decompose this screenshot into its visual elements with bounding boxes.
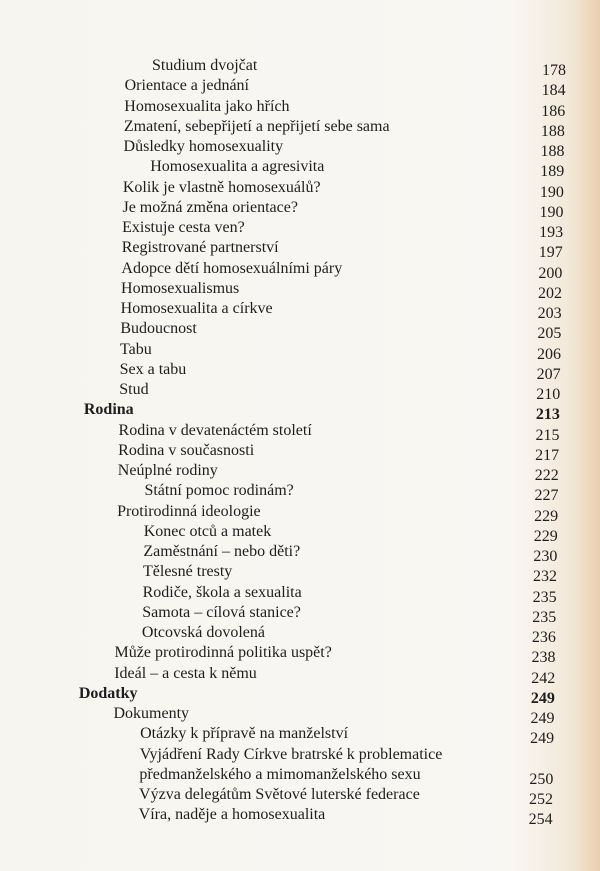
toc-page-number: 210	[536, 386, 561, 403]
toc-entry-title: Neúplné rodiny	[117, 462, 218, 479]
toc-entry-title: Budoucnost	[120, 320, 197, 338]
toc-entry-title: Tabu	[119, 340, 152, 358]
toc-entry-title: Existuje cesta ven?	[122, 219, 245, 236]
toc-entry-title: Samota – cílová stanice?	[142, 603, 301, 621]
toc-page-number: 206	[536, 345, 561, 363]
toc-page-number: 254	[528, 811, 553, 829]
toc-page-number: 249	[530, 710, 555, 727]
toc-page-number: 252	[529, 791, 554, 808]
toc-entry-title: Kolik je vlastně homosexuálů?	[122, 178, 321, 196]
toc-page-number: 249	[530, 730, 555, 748]
toc-entry-title: Homosexualita a agresivita	[150, 158, 325, 176]
toc-entry-title: Registrované partnerství	[121, 239, 279, 257]
toc-entry-title: Ideál – a cesta k němu	[114, 664, 257, 682]
toc-entry-title: Je možná změna orientace?	[122, 198, 298, 216]
toc-entry-title: Otcovská dovolená	[141, 624, 265, 641]
toc-entry-title: Výzva delegátům Světové luterské federace	[139, 786, 420, 803]
toc-page-number: 213	[535, 406, 560, 424]
toc-page-number: 193	[539, 224, 564, 241]
toc-entry-title: Zaměstnání – nebo děti?	[143, 543, 301, 560]
toc-page-number: 236	[531, 629, 556, 646]
toc-page-number: 197	[538, 244, 563, 262]
toc-page-number: 215	[535, 426, 560, 444]
toc-entry-title: Protirodinná ideologie	[117, 502, 261, 520]
toc-page-number: 202	[538, 284, 563, 302]
toc-page-number: 235	[532, 608, 557, 626]
toc-entry-title: Sex a tabu	[119, 360, 187, 378]
toc-page-number: 200	[538, 264, 563, 282]
toc-entry-title: Rodina v současnosti	[118, 441, 255, 459]
toc-page-number: 229	[534, 507, 559, 525]
toc-entry-title: Tělesné tresty	[143, 563, 233, 581]
toc-entry-title: Může protirodinná politika uspět?	[114, 644, 332, 662]
toc-entry-title: Studium dvojčat	[152, 57, 258, 74]
toc-entry-title: Důsledky homosexuality	[123, 138, 284, 155]
toc-entry-title: Konec otců a matek	[143, 522, 272, 540]
toc-entry-title: Homosexualita jako hřích	[124, 97, 290, 115]
toc-entry-title: předmanželského a mimomanželského sexu	[139, 765, 421, 783]
toc-page-number: 217	[535, 446, 560, 464]
toc-section-title: Rodina	[83, 401, 134, 419]
toc-entry-title: Homosexualita a církve	[120, 300, 273, 317]
toc-page-number: 188	[540, 122, 565, 140]
toc-entry-title: Homosexualismus	[121, 279, 240, 297]
toc-entry-title: Rodina v devatenáctém století	[118, 421, 312, 439]
toc-page-number: 229	[533, 527, 558, 545]
toc-page-number: 184	[541, 82, 566, 100]
toc-entry-title: Vyjádření Rady Církve bratrské k problematice	[139, 745, 443, 763]
toc-page-number: 188	[540, 143, 565, 160]
toc-page-number: 207	[536, 365, 561, 383]
toc-page-number: 222	[534, 467, 559, 484]
toc-page-number: 189	[540, 163, 565, 181]
toc-entry-title: Víra, naděje a homosexualita	[138, 806, 326, 824]
toc-page-number: 235	[532, 588, 557, 606]
toc-page-number: 249	[530, 689, 555, 707]
toc-page-number: 190	[539, 203, 564, 221]
toc-page-number: 203	[537, 305, 562, 322]
toc-entry-title: Zmatení, sebepřijetí a nepřijetí sebe sama	[123, 117, 390, 135]
toc-entry-title: Rodiče, škola a sexualita	[142, 583, 302, 601]
toc-entry-title: Stud	[119, 381, 149, 398]
toc-page-number: 238	[531, 649, 556, 667]
toc-section-title: Dodatky	[78, 684, 138, 702]
toc-page-number: 186	[541, 102, 566, 120]
toc-page-number: 205	[537, 325, 562, 343]
toc-page-number: 178	[542, 62, 566, 79]
toc-page-number: 250	[529, 770, 554, 788]
toc-entry-title: Adopce dětí homosexuálními páry	[121, 259, 343, 277]
toc-page-number: 227	[534, 487, 559, 505]
toc-entry-title: Orientace a jednání	[124, 77, 249, 95]
toc-page-number: 190	[539, 183, 564, 201]
toc-page-number: 230	[533, 548, 558, 565]
toc-entry-title: Otázky k přípravě na manželství	[140, 725, 349, 743]
toc-page-number: 242	[531, 669, 556, 687]
toc-page-number: 232	[533, 568, 557, 586]
toc-entry-title: Státní pomoc rodinám?	[144, 482, 294, 500]
toc-entry-title: Dokumenty	[113, 705, 190, 722]
